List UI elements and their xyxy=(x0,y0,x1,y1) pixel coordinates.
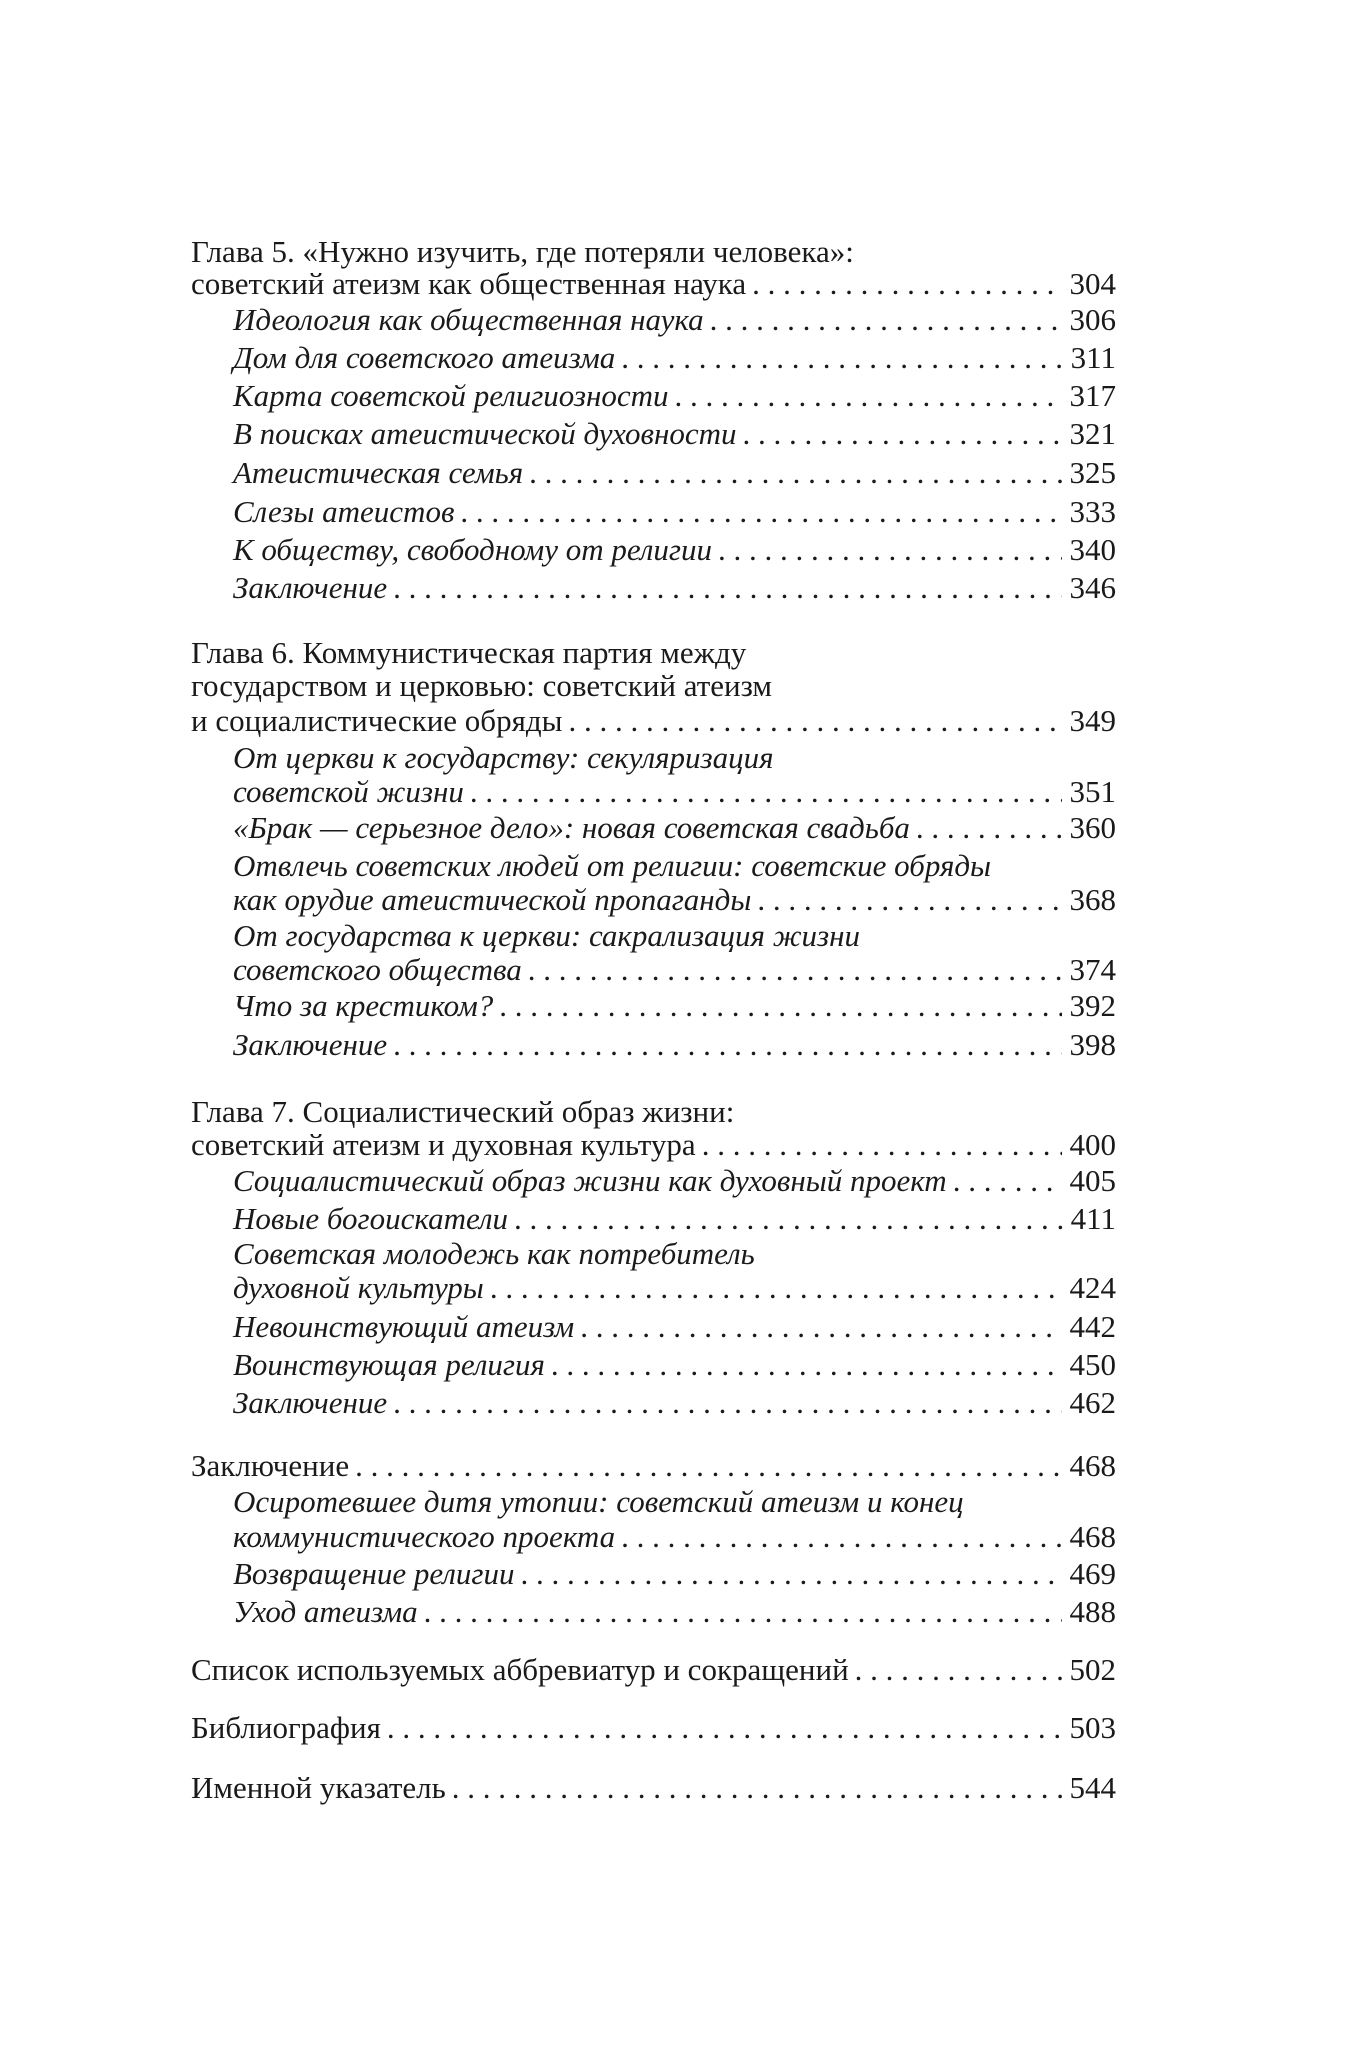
toc-page-number: 317 xyxy=(1069,378,1116,413)
toc-dot-leader xyxy=(355,1448,1061,1484)
toc-dot-leader xyxy=(568,703,1061,739)
toc-page-number: 351 xyxy=(1069,774,1116,809)
toc-entry-title: Что за крестиком? xyxy=(233,988,494,1023)
toc-page-number: 442 xyxy=(1069,1309,1116,1344)
toc-subsection-row xyxy=(233,810,1116,846)
toc-entry-title: Возвращение религии xyxy=(233,1556,515,1591)
toc-page-number: 325 xyxy=(1069,455,1116,490)
toc-entry-title: Советская молодежь как потребитель xyxy=(233,1236,755,1271)
toc-dot-leader xyxy=(718,532,1062,568)
toc-subsection-row xyxy=(233,1270,1116,1306)
toc-subsection-row xyxy=(233,378,1116,414)
toc-page-number: 411 xyxy=(1070,1201,1116,1236)
toc-entry-title: Слезы атеистов xyxy=(233,494,455,529)
toc-subsection-row xyxy=(233,882,1116,918)
toc-subsection-row xyxy=(233,1163,1116,1199)
toc-subsection-row xyxy=(233,416,1116,452)
toc-chapter-row xyxy=(191,1094,1116,1130)
toc-page-number: 360 xyxy=(1069,810,1116,845)
toc-page-number: 398 xyxy=(1069,1027,1116,1062)
toc-entry-title: «Брак — серьезное дело»: новая советская свадьба xyxy=(233,810,910,845)
toc-entry-title: От церкви к государству: секуляризация xyxy=(233,740,774,775)
toc-subsection-row xyxy=(233,1201,1116,1237)
toc-entry-title: Отвлечь советских людей от религии: советские обряды xyxy=(233,848,992,883)
toc-entry-title: Библиография xyxy=(191,1710,381,1745)
toc-dot-leader xyxy=(529,455,1061,491)
toc-dot-leader xyxy=(621,1519,1061,1555)
toc-page-number: 304 xyxy=(1069,266,1116,301)
toc-dot-leader xyxy=(551,1347,1062,1383)
toc-subsection-row xyxy=(233,340,1116,376)
toc-entry-title: и социалистические обряды xyxy=(191,703,563,738)
toc-chapter-row xyxy=(191,1448,1116,1484)
toc-page-number: 346 xyxy=(1069,570,1116,605)
toc-dot-leader xyxy=(855,1652,1062,1688)
toc-page-number: 368 xyxy=(1069,882,1116,917)
toc-dot-leader xyxy=(953,1163,1062,1199)
toc-dot-leader xyxy=(702,1127,1062,1163)
toc-page-number: 488 xyxy=(1069,1594,1116,1629)
toc-entry-title: Заключение xyxy=(233,1027,388,1062)
toc-page-number: 469 xyxy=(1069,1556,1116,1591)
toc-dot-leader xyxy=(916,810,1062,846)
toc-chapter-row xyxy=(191,635,1116,671)
toc-entry-title: Именной указатель xyxy=(191,1770,446,1805)
toc-entry-title: Новые богоискатели xyxy=(233,1201,509,1236)
toc-subsection-row xyxy=(233,1484,1116,1520)
toc-subsection-row xyxy=(233,455,1116,491)
toc-subsection-row xyxy=(233,1236,1116,1272)
toc-entry-title: К обществу, свободному от религии xyxy=(233,532,712,567)
toc-dot-leader xyxy=(490,1270,1062,1306)
toc-page-number: 306 xyxy=(1069,302,1116,337)
toc-page-number: 374 xyxy=(1069,952,1116,987)
toc-subsection-row xyxy=(233,1556,1116,1592)
toc-subsection-row xyxy=(233,918,1116,954)
toc-entry-title: Глава 7. Социалистический образ жизни: xyxy=(191,1094,735,1129)
toc-dot-leader xyxy=(499,988,1061,1024)
toc-page-number: 400 xyxy=(1069,1127,1116,1162)
toc-page-number: 468 xyxy=(1069,1448,1116,1483)
toc-page-number: 311 xyxy=(1070,340,1116,375)
toc-subsection-row xyxy=(233,1385,1116,1421)
toc-page-number: 503 xyxy=(1069,1710,1116,1745)
toc-dot-leader xyxy=(514,1201,1063,1237)
toc-dot-leader xyxy=(528,952,1062,988)
toc-entry-title: Заключение xyxy=(233,1385,388,1420)
toc-entry-title: советский атеизм как общественная наука xyxy=(191,266,747,301)
toc-subsection-row xyxy=(233,988,1116,1024)
toc-entry-title: Заключение xyxy=(191,1448,350,1483)
toc-page-number: 405 xyxy=(1069,1163,1116,1198)
toc-entry-title: Список используемых аббревиатур и сокращений xyxy=(191,1652,849,1687)
toc-entry-title: советский атеизм и духовная культура xyxy=(191,1127,696,1162)
toc-entry-title: советского общества xyxy=(233,952,522,987)
toc-entry-title: Заключение xyxy=(233,570,388,605)
toc-dot-leader xyxy=(580,1309,1061,1345)
toc-dot-leader xyxy=(621,340,1062,376)
toc-page-number: 392 xyxy=(1069,988,1116,1023)
toc-entry-title: как орудие атеистической пропаганды xyxy=(233,882,752,917)
toc-subsection-row xyxy=(233,1594,1116,1630)
toc-entry-title: Осиротевшее дитя утопии: советский атеизм и конец xyxy=(233,1484,964,1519)
toc-subsection-row xyxy=(233,532,1116,568)
toc-page-number: 462 xyxy=(1069,1385,1116,1420)
toc-entry-title: Идеология как общественная наука xyxy=(233,302,704,337)
toc-entry-title: Дом для советского атеизма xyxy=(233,340,616,375)
toc-chapter-row xyxy=(191,1710,1116,1746)
toc-dot-leader xyxy=(452,1770,1062,1806)
toc-dot-leader xyxy=(393,570,1061,606)
toc-chapter-row xyxy=(191,234,1116,270)
toc-dot-leader xyxy=(757,882,1061,918)
toc-page-number: 544 xyxy=(1069,1770,1116,1805)
toc-page-number: 340 xyxy=(1069,532,1116,567)
toc-subsection-row xyxy=(233,1519,1116,1555)
toc-chapter-row xyxy=(191,668,1116,704)
toc-entry-title: От государства к церкви: сакрализация жизни xyxy=(233,918,861,953)
toc-dot-leader xyxy=(393,1385,1061,1421)
toc-entry-title: Воинствующая религия xyxy=(233,1347,545,1382)
toc-dot-leader xyxy=(424,1594,1062,1630)
toc-dot-leader xyxy=(710,302,1062,338)
toc-subsection-row xyxy=(233,1027,1116,1063)
toc-dot-leader xyxy=(743,416,1062,452)
toc-dot-leader xyxy=(387,1710,1062,1746)
toc-chapter-row xyxy=(191,1652,1116,1688)
toc-subsection-row xyxy=(233,774,1116,810)
toc-entry-title: коммунистического проекта xyxy=(233,1519,616,1554)
toc-entry-title: Атеистическая семья xyxy=(233,455,524,490)
toc-entry-title: Глава 6. Коммунистическая партия между xyxy=(191,635,747,670)
toc-entry-title: Невоинствующий атеизм xyxy=(233,1309,575,1344)
toc-entry-title: Уход атеизма xyxy=(233,1594,418,1629)
toc-page-number: 349 xyxy=(1069,703,1116,738)
toc-page-number: 321 xyxy=(1069,416,1116,451)
toc-chapter-row xyxy=(191,1127,1116,1163)
toc-entry-title: В поисках атеистической духовности xyxy=(233,416,737,451)
toc-subsection-row xyxy=(233,952,1116,988)
toc-page-number: 333 xyxy=(1069,494,1116,529)
toc-chapter-row xyxy=(191,1770,1116,1806)
toc-subsection-row xyxy=(233,570,1116,606)
toc-entry-title: государством и церковью: советский атеизм xyxy=(191,668,773,703)
toc-dot-leader xyxy=(521,1556,1062,1592)
toc-entry-title: Социалистический образ жизни как духовный проект xyxy=(233,1163,947,1198)
toc-dot-leader xyxy=(675,378,1062,414)
toc-dot-leader xyxy=(752,266,1061,302)
toc-subsection-row xyxy=(233,1347,1116,1383)
toc-dot-leader xyxy=(460,494,1061,530)
toc-entry-title: советской жизни xyxy=(233,774,464,809)
toc-dot-leader xyxy=(393,1027,1061,1063)
toc-page-number: 450 xyxy=(1069,1347,1116,1382)
toc-entry-title: духовной культуры xyxy=(233,1270,484,1305)
toc-chapter-row xyxy=(191,703,1116,739)
toc-entry-title: Глава 5. «Нужно изучить, где потеряли человека»: xyxy=(191,234,854,269)
toc-chapter-row xyxy=(191,266,1116,302)
toc-subsection-row xyxy=(233,848,1116,884)
toc-page-number: 502 xyxy=(1069,1652,1116,1687)
toc-page-number: 424 xyxy=(1069,1270,1116,1305)
toc-subsection-row xyxy=(233,494,1116,530)
toc-subsection-row xyxy=(233,302,1116,338)
toc-dot-leader xyxy=(470,774,1062,810)
toc-subsection-row xyxy=(233,740,1116,776)
toc-entry-title: Карта советской религиозности xyxy=(233,378,669,413)
toc-page-number: 468 xyxy=(1069,1519,1116,1554)
toc-subsection-row xyxy=(233,1309,1116,1345)
